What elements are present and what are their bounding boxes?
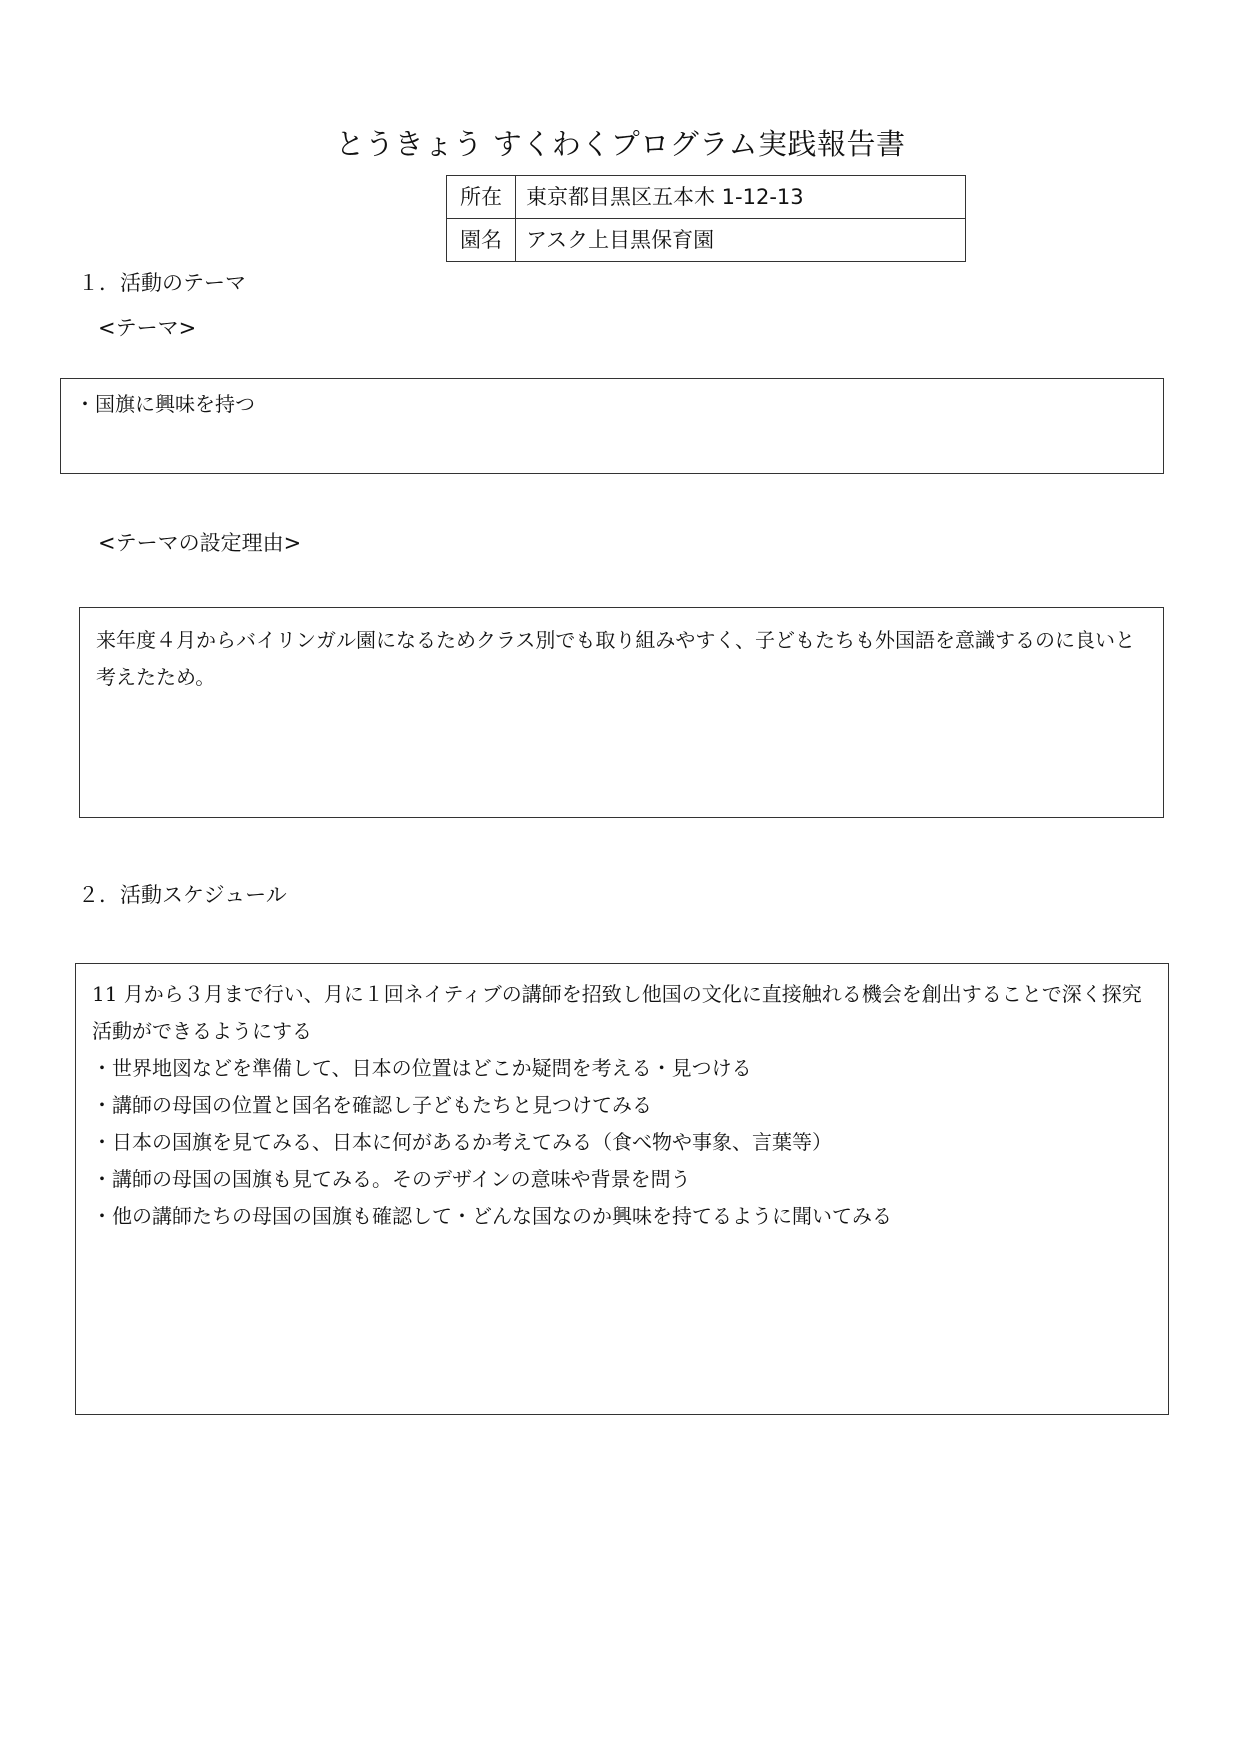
schedule-line: ・日本の国旗を見てみる、日本に何があるか考えてみる（食べ物や事象、言葉等） bbox=[92, 1130, 832, 1154]
section1-heading: １．活動のテーマ bbox=[78, 271, 246, 295]
page-title: とうきょう すくわくプログラム実践報告書 bbox=[335, 127, 906, 161]
theme-label: <テーマ> bbox=[98, 316, 197, 340]
info-label: 所在 bbox=[447, 176, 516, 219]
schedule-line: ・講師の母国の位置と国名を確認し子どもたちと見つけてみる bbox=[92, 1093, 652, 1117]
theme-box bbox=[60, 378, 1164, 474]
info-value: アスク上目黒保育園 bbox=[516, 219, 966, 262]
reason-label: <テーマの設定理由> bbox=[98, 531, 302, 555]
info-label: 園名 bbox=[447, 219, 516, 262]
reason-box bbox=[79, 607, 1164, 818]
info-table bbox=[446, 175, 966, 262]
section2-heading: ２．活動スケジュール bbox=[78, 883, 287, 907]
theme-text: ・国旗に興味を持つ bbox=[75, 392, 255, 416]
info-value: 東京都目黒区五本木 1-12-13 bbox=[516, 176, 966, 219]
info-row-name bbox=[447, 219, 966, 262]
schedule-box bbox=[75, 963, 1169, 1415]
reason-text: 来年度４月からバイリンガル園になるためクラス別でも取り組みやすく、子どもたちも外国語を意識するのに良いと考えたため。 bbox=[96, 628, 1135, 689]
schedule-line: ・世界地図などを準備して、日本の位置はどこか疑問を考える・見つける bbox=[92, 1056, 752, 1080]
schedule-line: ・他の講師たちの母国の国旗も確認して・どんな国なのか興味を持てるように聞いてみる bbox=[92, 1204, 892, 1228]
schedule-line: 11 月から３月まで行い、月に１回ネイティブの講師を招致し他国の文化に直接触れる機会を創出することで深く探究活動ができるようにする bbox=[92, 982, 1142, 1043]
info-row-location bbox=[447, 176, 966, 219]
schedule-line: ・講師の母国の国旗も見てみる。そのデザインの意味や背景を問う bbox=[92, 1167, 691, 1191]
